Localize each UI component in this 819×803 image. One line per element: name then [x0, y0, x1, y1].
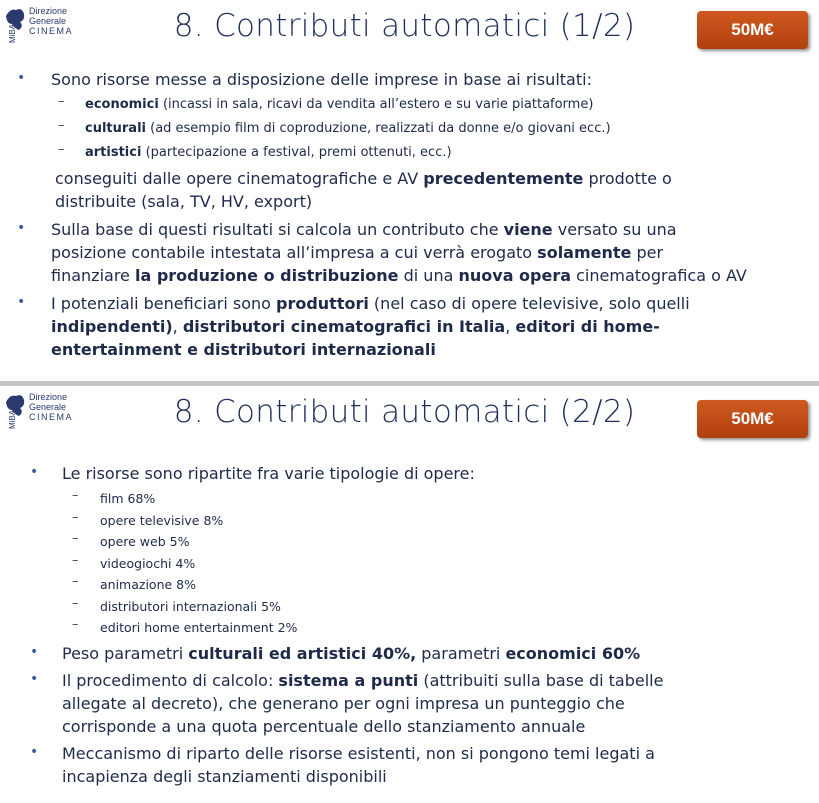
logo-line-1: Direzione: [29, 6, 68, 16]
sub-item-culturali: culturali (ad esempio film di coproduzione, realizzati da donne e/o giovani ecc.): [85, 121, 611, 136]
svg-text:MiBAC: MiBAC: [8, 18, 17, 43]
slide-title-text: 8. Contributi automatici (2/2): [173, 394, 636, 430]
bullet-dot-icon: •: [30, 464, 39, 480]
dash-icon: –: [58, 94, 65, 109]
slide-title-text: 8. Contributi automatici (1/2): [173, 8, 636, 44]
dash-icon: –: [72, 617, 79, 632]
bullet-2: Peso parametri culturali ed artistici 40%, parametri economici 60%: [62, 644, 641, 663]
dash-icon: –: [72, 553, 79, 568]
list-item: videogiochi 4%: [100, 556, 196, 571]
svg-text:MiBAC: MiBAC: [8, 404, 17, 429]
continuation-text: conseguiti dalle opere cinematografiche e AV precedentemente prodotte o distribuite (sala, TV, HV, export): [55, 169, 672, 211]
bullet-dot-icon: •: [17, 294, 26, 310]
list-item: animazione 8%: [100, 577, 196, 592]
bullet-3: Il procedimento di calcolo: sistema a punti (attribuiti sulla base di tabelle allegate al decreto), che generano per ogni impresa un punteggio che corrisponde a una quota percentuale dello stanziamento annuale: [62, 671, 664, 736]
dash-icon: –: [72, 510, 79, 525]
list-item: distributori internazionali 5%: [100, 599, 281, 614]
bullet-dot-icon: •: [17, 220, 26, 236]
bullet-1: Le risorse sono ripartite fra varie tipologie di opere:: [62, 464, 475, 483]
logo-line-3: CINEMA: [29, 412, 74, 422]
sub-item-artistici: artistici (partecipazione a festival, premi ottenuti, ecc.): [85, 145, 452, 160]
list-item: film 68%: [100, 491, 156, 506]
list-item: editori home entertainment 2%: [100, 620, 298, 635]
dash-icon: –: [72, 574, 79, 589]
dash-icon: –: [58, 142, 65, 157]
bullet-1: Sono risorse messe a disposizione delle imprese in base ai risultati:: [51, 70, 592, 89]
bullet-dot-icon: •: [17, 70, 26, 86]
logo-line-3: CINEMA: [29, 26, 74, 36]
sub-item-economici: economici (incassi in sala, ricavi da vendita all’estero e su varie piattaforme): [85, 97, 594, 112]
bullet-dot-icon: •: [30, 644, 39, 660]
dash-icon: –: [72, 596, 79, 611]
budget-badge: 50M€: [697, 400, 808, 438]
list-item: opere web 5%: [100, 534, 190, 549]
bullet-4: Meccanismo di riparto delle risorse esistenti, non si pongono temi legati a incapienza degli stanziamenti disponibili: [62, 744, 655, 786]
logo-line-2: Generale: [29, 16, 67, 26]
bullet-3: I potenziali beneficiari sono produttori (nel caso di opere televisive, solo quelli indipendenti), distributori cinematografici in Italia, editori di home- entertainment e distributori internazionali: [51, 294, 690, 359]
slide-2: [0, 386, 819, 803]
dash-icon: –: [58, 118, 65, 133]
dash-icon: –: [72, 531, 79, 546]
logo-line-1: Direzione: [29, 392, 68, 402]
slide-1: [0, 0, 819, 381]
dash-icon: –: [72, 488, 79, 503]
bullet-dot-icon: •: [30, 671, 39, 687]
budget-badge: 50M€: [697, 11, 808, 49]
bullet-2: Sulla base di questi risultati si calcola un contributo che viene versato su una posizione contabile intestata all’impresa a cui verrà erogato solamente per finanziare la produzione o distribuzione di una nuova opera cinematografica o AV: [51, 220, 747, 285]
logo-line-2: Generale: [29, 402, 67, 412]
list-item: opere televisive 8%: [100, 513, 224, 528]
bullet-dot-icon: •: [30, 744, 39, 760]
